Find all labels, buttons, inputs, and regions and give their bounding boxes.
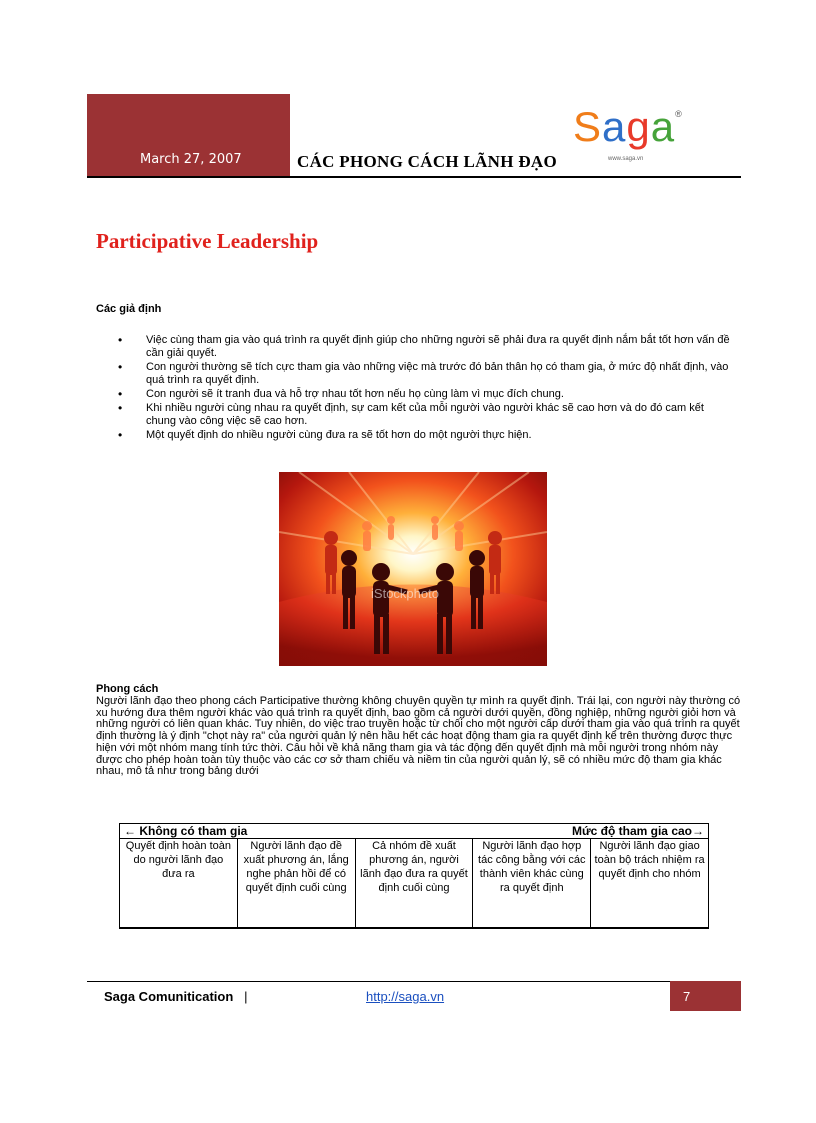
scale-level-cell: Người lãnh đạo hợp tác công bằng với các thành viên khác cùng ra quyết định (473, 839, 591, 929)
list-item: • Khi nhiều người cùng nhau ra quyết định, sự cam kết của mỗi người vào người khác sẽ cao hơn và do đó cam kết chung vào công việc sẽ cao hơn. (96, 402, 736, 428)
photo-watermark: iStockphoto (371, 586, 439, 601)
logo-letter-g: g (626, 103, 651, 150)
header-title: CÁC PHONG CÁCH LÃNH ĐẠO (297, 152, 558, 171)
list-item: • Việc cùng tham gia vào quá trình ra quyết định giúp cho những người sẽ phải đưa ra quyết định nắm bắt tốt hơn vấn đề cần giải quyết. (96, 334, 736, 360)
scale-right-label: Mức độ tham gia cao→ (571, 824, 704, 838)
scale-header-cell (120, 824, 709, 839)
footer-separator: | (244, 989, 248, 1004)
footer-link[interactable]: http://saga.vn (366, 989, 445, 1004)
scale-levels-row (120, 839, 709, 929)
footer-company (104, 989, 248, 1004)
list-item: • Con người thường sẽ tích cực tham gia vào những việc mà trước đó bản thân họ có tham gia, ở mức độ nhất định, vào quá trình ra quyết định. (96, 361, 736, 387)
scale-left-label: ← Không có tham gia (124, 824, 248, 838)
header-date: March 27, 2007 (140, 152, 242, 167)
logo-letter-a1: a (602, 103, 627, 150)
team-circle-illustration (279, 472, 547, 666)
assumptions-title: Các giả định (96, 303, 162, 315)
assumptions-list (96, 334, 736, 443)
logo-url[interactable]: www.saga.vn (608, 156, 644, 162)
list-item: • Con người sẽ ít tranh đua và hỗ trợ nhau tốt hơn nếu họ cùng làm vì mục đích chung. (96, 388, 736, 401)
scale-header-row (120, 824, 709, 839)
logo-registered-mark: ® (675, 109, 683, 119)
header-rule (87, 176, 741, 178)
page-heading: Participative Leadership (96, 229, 319, 253)
scale-level-cell: Người lãnh đạo đề xuất phương án, lắng nghe phản hồi để có quyết định cuối cùng (237, 839, 355, 929)
scale-level-cell: Quyết định hoàn toàn do người lãnh đạo đưa ra (120, 839, 238, 929)
footer-company-name: Saga Comunitication (104, 989, 234, 1004)
scale-level-cell: Cả nhóm đề xuất phương án, người lãnh đạo đưa ra quyết định cuối cùng (355, 839, 473, 929)
participation-scale-table (119, 823, 709, 929)
figure (454, 521, 464, 551)
logo-letter-s: S (573, 103, 603, 150)
figure (431, 516, 439, 540)
style-section-title: Phong cách (96, 683, 159, 695)
list-item: • Một quyết định do nhiều người cùng đưa ra sẽ tốt hơn do một người thực hiện. (96, 429, 736, 442)
figure (362, 521, 372, 551)
logo-letter-a2: a (650, 103, 676, 150)
scale-level-cell: Người lãnh đạo giao toàn bộ trách nhiệm ra quyết định cho nhóm (591, 839, 709, 929)
figure (387, 516, 395, 540)
saga-logo[interactable] (573, 103, 683, 150)
style-section-body: Người lãnh đạo theo phong cách Participative thường không chuyên quyền tự mình ra quyết định. Trái lại, con người này thường có xu hướng đưa thêm người khác vào quá trình ra quyết định, bao gồm cả người dưới quyền, đồng nghiệp, những người giỏi hơn và những người có liên quan khác. Tuy nhiên, do việc trao truyền hoặc từ chối cho một người cấp dưới tham gia vào quá trình ra quyết định thường là ý định "chọt này ra" của người quản lý nên hầu hết các hoạt động tham gia ra quyết định kể trên thường được thực hiện với một nhóm mang tính tức thời. Câu hỏi về khả năng tham gia và tác động đến quyết định mà mỗi người trong nhóm này được cho phép hoàn toàn tùy thuộc vào các cơ sở tham chiếu và niềm tin của người quản lý, sẽ có nhiều mức độ tham gia khác nhau, mô tả như trong bảng dưới (96, 695, 741, 778)
footer-page-box (670, 981, 741, 1011)
page-number: 7 (683, 989, 691, 1004)
illustration-svg (279, 472, 547, 666)
footer-rule (87, 981, 741, 982)
